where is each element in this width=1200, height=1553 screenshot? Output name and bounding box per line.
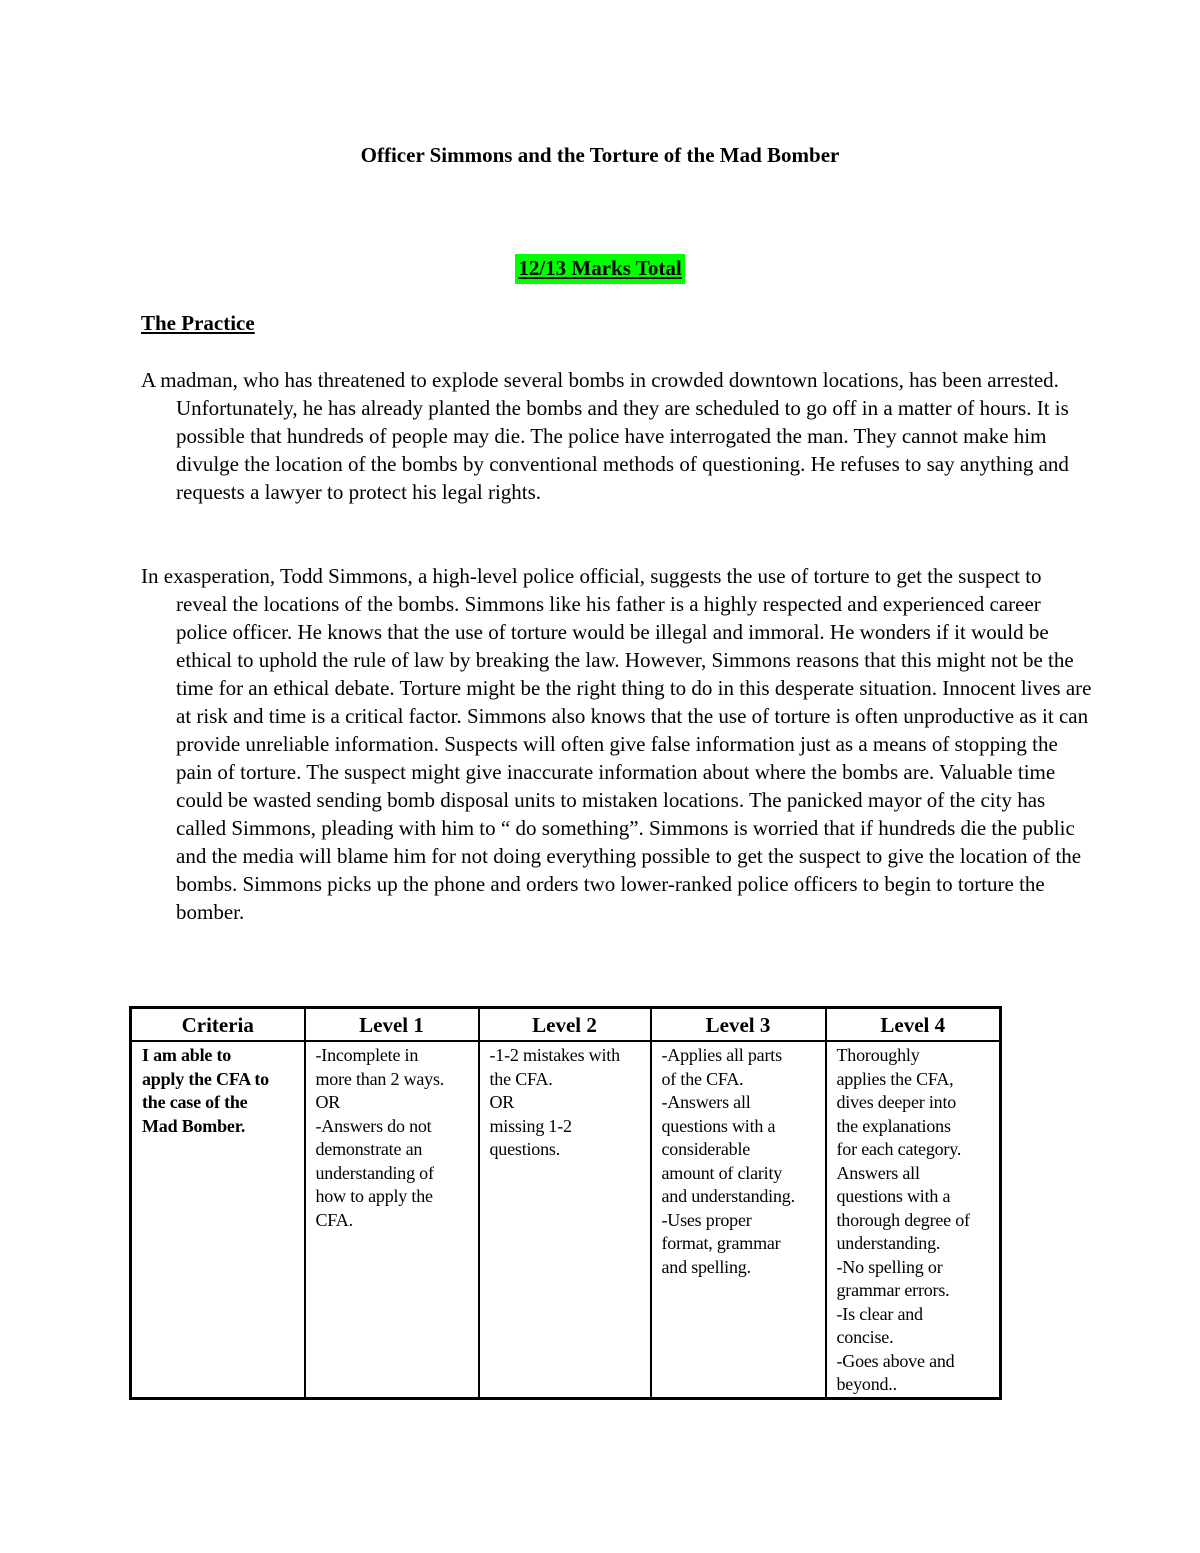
- rubric-cell-line: -Answers all: [661, 1092, 751, 1112]
- rubric-cell-line: and understanding.: [661, 1186, 795, 1206]
- rubric-cell-line: Thoroughly: [836, 1045, 920, 1065]
- rubric-cell-line: understanding.: [836, 1233, 941, 1253]
- rubric-cell-line: understanding of: [315, 1162, 434, 1183]
- rubric-cell-line: -1-2 mistakes with: [489, 1045, 620, 1065]
- rubric-cell-level-1: [305, 1041, 479, 1398]
- rubric-cell-line: grammar errors.: [836, 1280, 950, 1300]
- rubric-header-criteria: Criteria: [131, 1008, 305, 1042]
- scenario-paragraph-2: In exasperation, Todd Simmons, a high-level police official, suggests the use of torture to get the suspect to reveal the locations of the bombs. Simmons like his father is a highly respected and experienced career police officer. He knows that the use of torture would be illegal and immoral. He wonders if it would be ethical to uphold the rule of law by breaking the law. However, Simmons reasons that this might not be the time for an ethical debate. Torture might be the right thing to do in this desperate situation. Innocent lives are at risk and time is a critical factor. Simmons also knows that the use of torture is often unproductive as it can provide unreliable information. Suspects will often give false information just as a means of stopping the pain of torture. The suspect might give inaccurate information about where the bombs are. Valuable time could be wasted sending bomb disposal units to mistaken locations. The panicked mayor of the city has called Simmons, pleading with him to “ do something”. Simmons is worried that if hundreds die the public and the media will blame him for not doing everything possible to get the suspect to give the location of the bombs. Simmons picks up the phone and orders two lower-ranked police officers to begin to torture the bomber.: [141, 564, 1092, 924]
- rubric-cell-line: questions with a: [661, 1115, 776, 1136]
- marks-total-badge: 12/13 Marks Total: [515, 254, 684, 284]
- rubric-cell-line: -Answers do not: [315, 1115, 432, 1136]
- rubric-cell-line: thorough degree of: [836, 1209, 970, 1230]
- rubric-header-level-2: Level 2: [479, 1008, 651, 1042]
- rubric-cell-criteria: [131, 1041, 305, 1398]
- rubric-cell-line: applies the CFA,: [836, 1068, 954, 1089]
- rubric-cell-line: questions with a: [836, 1186, 951, 1206]
- rubric-cell-line: OR: [489, 1092, 515, 1112]
- rubric-cell-line: missing 1-2: [489, 1115, 572, 1136]
- rubric-cell-line: apply the CFA to: [142, 1068, 269, 1089]
- rubric-row: [131, 1041, 1001, 1398]
- rubric-cell-level-4: [826, 1041, 1001, 1398]
- rubric-cell-line: beyond..: [836, 1374, 897, 1394]
- rubric-table: [129, 1006, 1002, 1400]
- rubric-cell-line: CFA.: [315, 1209, 353, 1230]
- rubric-cell-line: concise.: [836, 1327, 894, 1347]
- rubric-cell-line: I am able to: [142, 1045, 232, 1065]
- rubric-cell-line: -Is clear and: [836, 1303, 923, 1324]
- rubric-cell-line: of the CFA.: [661, 1068, 744, 1089]
- scenario-paragraph-1: A madman, who has threatened to explode several bombs in crowded downtown locations, has been arrested. Unfortunately, he has already planted the bombs and they are scheduled to go off in a matter of hours. It is possible that hundreds of people may die. The police have interrogated the man. They cannot make him divulge the location of the bombs by conventional methods of questioning. He refuses to say anything and requests a lawyer to protect his legal rights.: [141, 368, 1069, 504]
- rubric-cell-line: considerable: [661, 1139, 751, 1159]
- rubric-header-level-1: Level 1: [305, 1008, 479, 1042]
- rubric-cell-line: amount of clarity: [661, 1162, 783, 1183]
- rubric-cell-line: dives deeper into: [836, 1092, 957, 1112]
- rubric-cell-line: demonstrate an: [315, 1139, 423, 1159]
- rubric-cell-level-3: [651, 1041, 826, 1398]
- rubric-cell-line: -Uses proper: [661, 1209, 752, 1230]
- rubric-cell-level-2: [479, 1041, 651, 1398]
- rubric-cell-line: -Applies all parts: [661, 1045, 782, 1065]
- rubric-header-level-3: Level 3: [651, 1008, 826, 1042]
- rubric-header-row: [131, 1008, 1001, 1042]
- marks-total-container: [0, 254, 1200, 284]
- rubric-cell-line: OR: [315, 1092, 341, 1112]
- rubric-cell-line: format, grammar: [661, 1233, 781, 1253]
- rubric-cell-line: Mad Bomber.: [142, 1115, 246, 1136]
- rubric-cell-line: the case of the: [142, 1092, 248, 1112]
- section-heading: The Practice: [141, 311, 255, 335]
- rubric-cell-line: and spelling.: [661, 1256, 751, 1277]
- rubric-cell-line: Answers all: [836, 1162, 920, 1183]
- rubric-cell-line: -No spelling or: [836, 1256, 943, 1277]
- rubric-cell-line: for each category.: [836, 1139, 962, 1159]
- rubric-cell-line: -Goes above and: [836, 1350, 955, 1371]
- document-title: Officer Simmons and the Torture of the Mad Bomber: [360, 143, 840, 167]
- rubric-cell-line: the CFA.: [489, 1068, 553, 1089]
- rubric-cell-line: how to apply the: [315, 1186, 433, 1206]
- rubric-cell-line: more than 2 ways.: [315, 1068, 445, 1089]
- rubric-header-level-4: Level 4: [826, 1008, 1001, 1042]
- rubric-cell-line: questions.: [489, 1139, 561, 1159]
- rubric-cell-line: -Incomplete in: [315, 1045, 419, 1065]
- rubric-cell-line: the explanations: [836, 1115, 951, 1136]
